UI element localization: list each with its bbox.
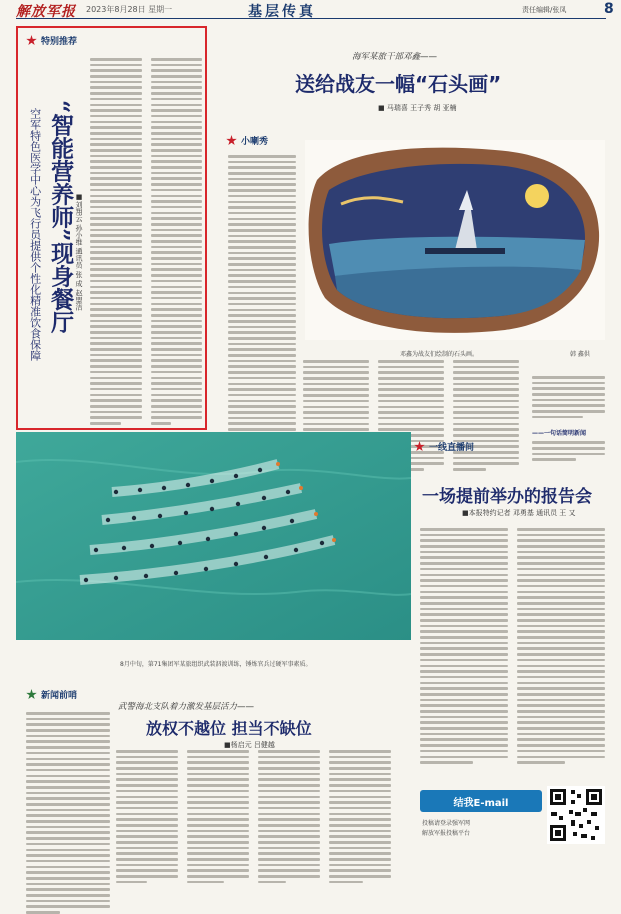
star-icon: [414, 441, 425, 452]
feature-tag: [26, 34, 77, 47]
column-note: ——一句话简明新闻: [532, 430, 587, 438]
frontline-byline: ■本报特约记者 邓勇基 通讯员 王 又: [462, 509, 576, 517]
page-number: 8: [604, 1, 614, 17]
stone-painting-image: [305, 140, 605, 340]
bottom-story-kicker: 武警海北支队着力激发基层活力——: [118, 702, 255, 712]
swim-photo-caption: 8月中旬，第71集团军某旅组织武装泅渡训练，锤炼官兵过硬军事素质。: [120, 661, 312, 668]
editor-credit: 责任编辑/张凤: [522, 6, 567, 14]
qr-caption-2: 解放军报投稿平台: [422, 830, 471, 837]
feature-tag-label: 特别推荐: [41, 37, 78, 47]
column-note-box: [532, 376, 605, 461]
page-header: [0, 0, 621, 18]
email-banner[interactable]: [420, 790, 542, 812]
feature-box[interactable]: [16, 26, 207, 430]
bottom-story-tag-label: 新闻前哨: [41, 691, 78, 701]
column-tag: [226, 134, 268, 147]
paper-name: 解放军报: [16, 4, 76, 20]
qr-caption-1: 投稿请登录强军网: [422, 820, 471, 827]
email-banner-text: 结我E-mail: [453, 797, 509, 809]
top-story-title: 送给战友一幅“石头画”: [295, 72, 502, 96]
star-icon: [26, 35, 37, 46]
feature-title: “智能营养师”现身餐厅: [47, 100, 75, 334]
swim-training-image: [16, 432, 411, 640]
section-title: 基层传真: [248, 4, 316, 20]
qr-code[interactable]: [547, 786, 605, 844]
frontline-tag-label: 一线直播间: [429, 443, 475, 453]
stone-photo-caption: 邓鑫为战友们绘制的石头画。: [400, 351, 479, 358]
feature-subtitle: 空军特色医学中心为飞行员提供个性化精准饮食保障: [28, 108, 42, 361]
frontline-title: 一场提前举办的报告会: [422, 487, 592, 507]
star-icon: [226, 135, 237, 146]
bottom-story-title: 放权不越位 担当不缺位: [146, 719, 312, 738]
stone-painting-photo: [305, 140, 605, 340]
feature-byline: ■刘翔云 孙小维 通讯员 张 成 赵盟洁: [75, 193, 83, 311]
frontline-body: [420, 528, 605, 764]
stone-photo-credit: 韩 鑫供: [570, 351, 590, 358]
bottom-story-tag: [26, 688, 77, 701]
bottom-story-body: [26, 712, 110, 914]
frontline-tag: [414, 440, 474, 453]
swim-training-photo: [16, 432, 411, 640]
star-icon: [26, 689, 37, 700]
header-rule: [16, 18, 606, 19]
bottom-story-body-2: [116, 750, 391, 883]
top-story-byline: ■ 马瑞喜 王子秀 胡 亚楠: [378, 104, 457, 112]
column-tag-label: 小喇秀: [241, 137, 269, 147]
issue-date: 2023年8月28日 星期一: [86, 5, 173, 14]
top-story-kicker: 海军某旅干部邓鑫——: [352, 52, 438, 62]
bottom-story-byline: ■杨启元 吕健越: [224, 741, 275, 749]
feature-body: [90, 58, 202, 425]
qr-code-icon: [547, 786, 605, 844]
